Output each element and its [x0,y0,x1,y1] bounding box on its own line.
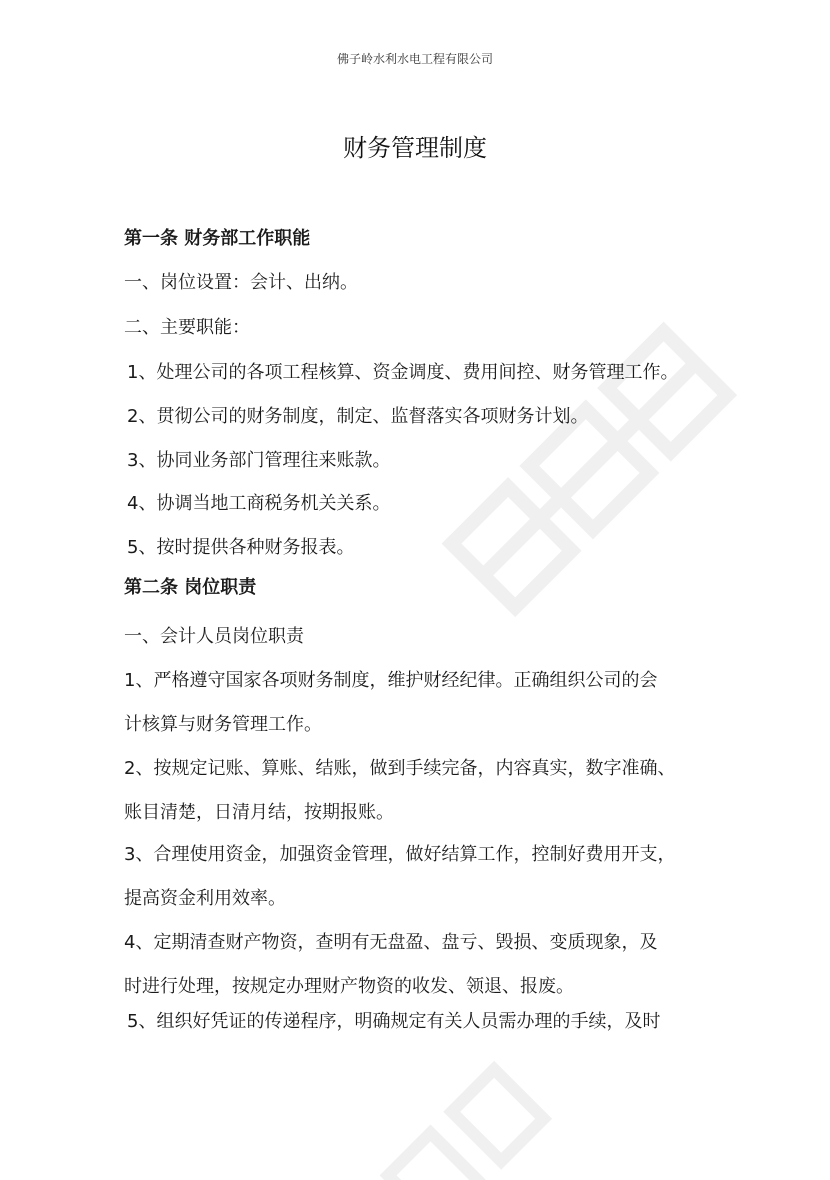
list-item: 4、协调当地工商税务机关关系。 [127,493,391,514]
page-header: 佛子岭水利水电工程有限公司 [336,52,493,66]
document-title: 财务管理制度 [343,134,487,162]
list-item: 1、处理公司的各项工程核算、资金调度、费用间控、财务管理工作。 [127,362,679,383]
paragraph-line: 3、合理使用资金，加强资金管理，做好结算工作，控制好费用开支， [124,844,676,865]
paragraph-line: 5、组织好凭证的传递程序，明确规定有关人员需办理的手续，及时 [127,1011,661,1032]
list-item: 3、协同业务部门管理往来账款。 [127,450,391,471]
watermark-graphic [390,270,810,690]
paragraph-line: 2、按规定记账、算账、结账，做到手续完备，内容真实，数字准确、 [124,758,676,779]
list-item: 2、贯彻公司的财务制度，制定、监督落实各项财务计划。 [127,406,589,427]
paragraph-line: 4、定期清查财产物资，查明有无盘盈、盘亏、毁损、变质现象，及 [124,932,658,953]
watermark-graphic-bottom [330,1040,630,1180]
section-heading: 第一条 财务部工作职能 [124,228,311,249]
paragraph-line: 1、严格遵守国家各项财务制度，维护财经纪律。正确组织公司的会 [124,670,658,691]
paragraph-line: 一、岗位设置：会计、出纳。 [124,272,358,293]
paragraph-line: 时进行处理，按规定办理财产物资的收发、领退、报废。 [124,976,574,997]
section-heading: 第二条 岗位职责 [124,577,257,598]
paragraph-line: 提高资金利用效率。 [124,888,286,909]
paragraph-line: 账目清楚，日清月结，按期报账。 [124,802,394,823]
list-item: 5、按时提供各种财务报表。 [127,537,355,558]
paragraph-line: 一、会计人员岗位职责 [124,626,304,647]
paragraph-line: 计核算与财务管理工作。 [124,714,322,735]
paragraph-line: 二、主要职能： [124,317,250,338]
